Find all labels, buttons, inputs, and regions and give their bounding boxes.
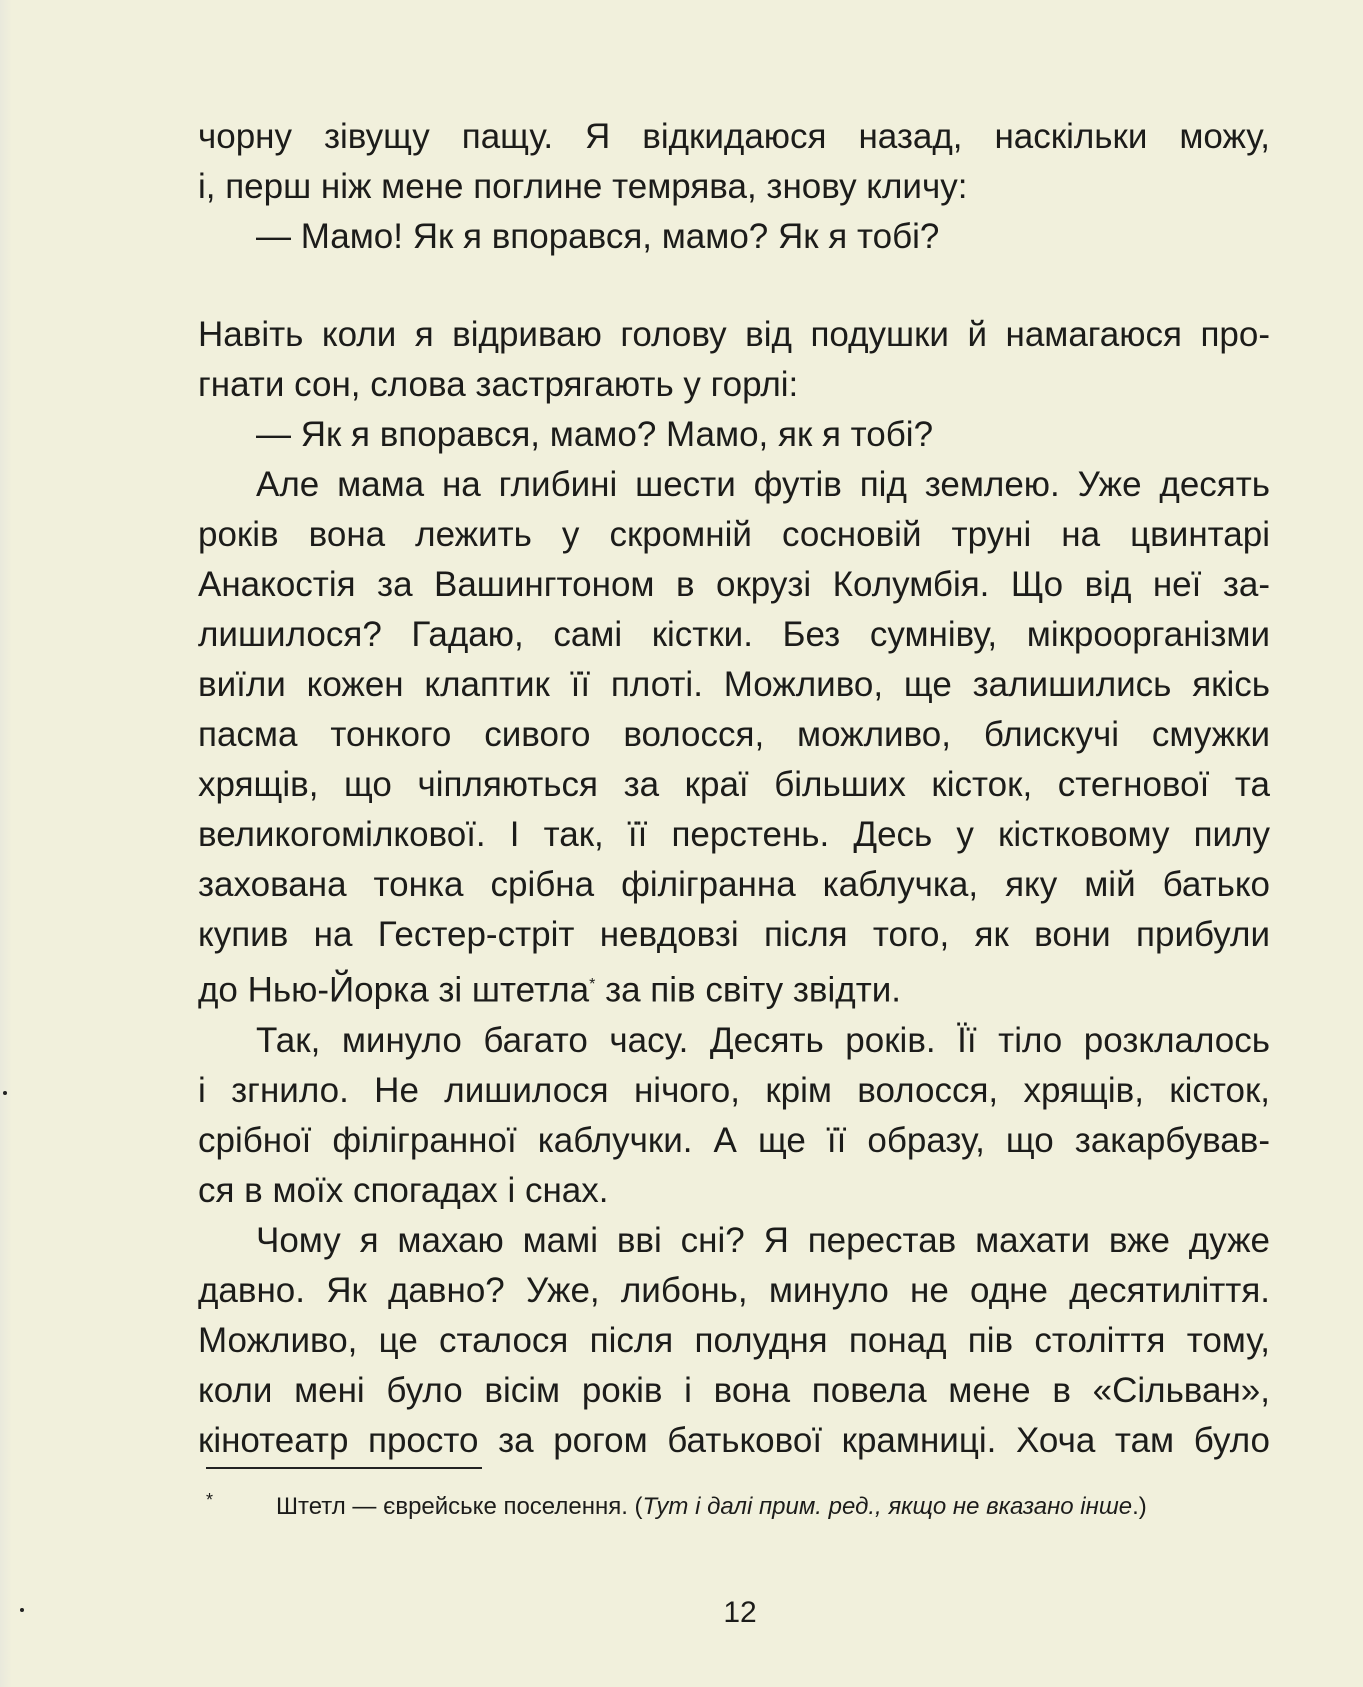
scan-edge bbox=[0, 0, 12, 1687]
text-line: ся в моїх спогадах і снах. bbox=[198, 1170, 609, 1210]
text-line: і згнило. Не лишилося нічого, крім волосся, хрящів, кісток, bbox=[198, 1070, 1270, 1110]
text-line: Можливо, це сталося після полудня понад пів століття тому, bbox=[198, 1320, 1270, 1360]
scan-speck bbox=[3, 1091, 7, 1095]
text-line bbox=[198, 960, 1270, 1016]
text-segment: до Нью-Йорка зі штетла bbox=[198, 970, 590, 1010]
dialogue-line: — Мамо! Як я впорався, мамо? Як я тобі? bbox=[256, 217, 940, 256]
footnote-divider bbox=[206, 1467, 482, 1469]
text-line: і, перш ніж мене поглине темрява, знову кличу: bbox=[198, 167, 968, 206]
page-number: 12 bbox=[723, 1596, 757, 1629]
footnote-mark: * bbox=[206, 1490, 214, 1510]
footnote-italic-note: Тут і далі прим. ред., якщо не вказано інше bbox=[642, 1493, 1133, 1520]
section-2 bbox=[198, 310, 1270, 1466]
footnote-reference: * bbox=[589, 976, 596, 993]
paragraph-time-passed bbox=[198, 1016, 1270, 1216]
text-line: лишилося? Гадаю, самі кістки. Без сумніву, мікроорганізми bbox=[198, 615, 1270, 654]
footnote bbox=[206, 1490, 1276, 1524]
paragraph-waving bbox=[198, 1216, 1270, 1466]
text-line: чорну зівущу пащу. Я відкидаюся назад, наскільки можу, bbox=[198, 117, 1270, 156]
footnote-close: .) bbox=[1132, 1493, 1147, 1520]
paragraph-mother-grave bbox=[198, 460, 1270, 1016]
text-line: Але мама на глибині шести футів під землею. Уже десять bbox=[256, 465, 1270, 504]
text-line: срібної філігранної каблучки. А ще її образу, що закарбував- bbox=[198, 1120, 1270, 1160]
text-segment: за пів світу звідти. bbox=[595, 970, 902, 1010]
text-line: захована тонка срібна філігранна каблучка, яку мій батько bbox=[198, 865, 1270, 904]
text-line: великогомілкової. І так, її перстень. Десь у кістковому пилу bbox=[198, 815, 1270, 854]
text-line: купив на Гестер-стріт невдовзі після того, як вони прибули bbox=[198, 915, 1270, 954]
text-line: Чому я махаю мамі вві сні? Я перестав махати вже дуже bbox=[256, 1220, 1270, 1260]
dialogue-line: — Як я впорався, мамо? Мамо, як я тобі? bbox=[256, 415, 934, 454]
text-line: Анакостія за Вашингтоном в окрузі Колумбія. Що від неї за- bbox=[198, 565, 1270, 604]
text-line: Так, минуло багато часу. Десять років. Її тіло розклалось bbox=[256, 1020, 1270, 1060]
section-1 bbox=[198, 112, 1270, 262]
text-line: років вона лежить у скромній сосновій труні на цвинтарі bbox=[198, 515, 1270, 554]
text-line: Навіть коли я відриваю голову від подушки й намагаюся про- bbox=[198, 315, 1270, 354]
text-line: давно. Як давно? Уже, либонь, минуло не одне десятиліття. bbox=[198, 1270, 1270, 1310]
text-line: гнати сон, слова застрягають у горлі: bbox=[198, 365, 799, 404]
text-line: пасма тонкого сивого волосся, можливо, блискучі смужки bbox=[198, 715, 1270, 754]
footnote-text: Штетл — єврейське поселення. ( bbox=[276, 1493, 643, 1520]
text-line: хрящів, що чіпляються за краї більших кісток, стегнової та bbox=[198, 765, 1270, 804]
text-line: коли мені було вісім років і вона повела мене в «Сільван», bbox=[198, 1370, 1270, 1410]
text-line: кінотеатр просто за рогом батькової крамниці. Хоча там було bbox=[198, 1420, 1270, 1460]
text-line: виїли кожен клаптик її плоті. Можливо, ще залишились якісь bbox=[198, 665, 1270, 704]
